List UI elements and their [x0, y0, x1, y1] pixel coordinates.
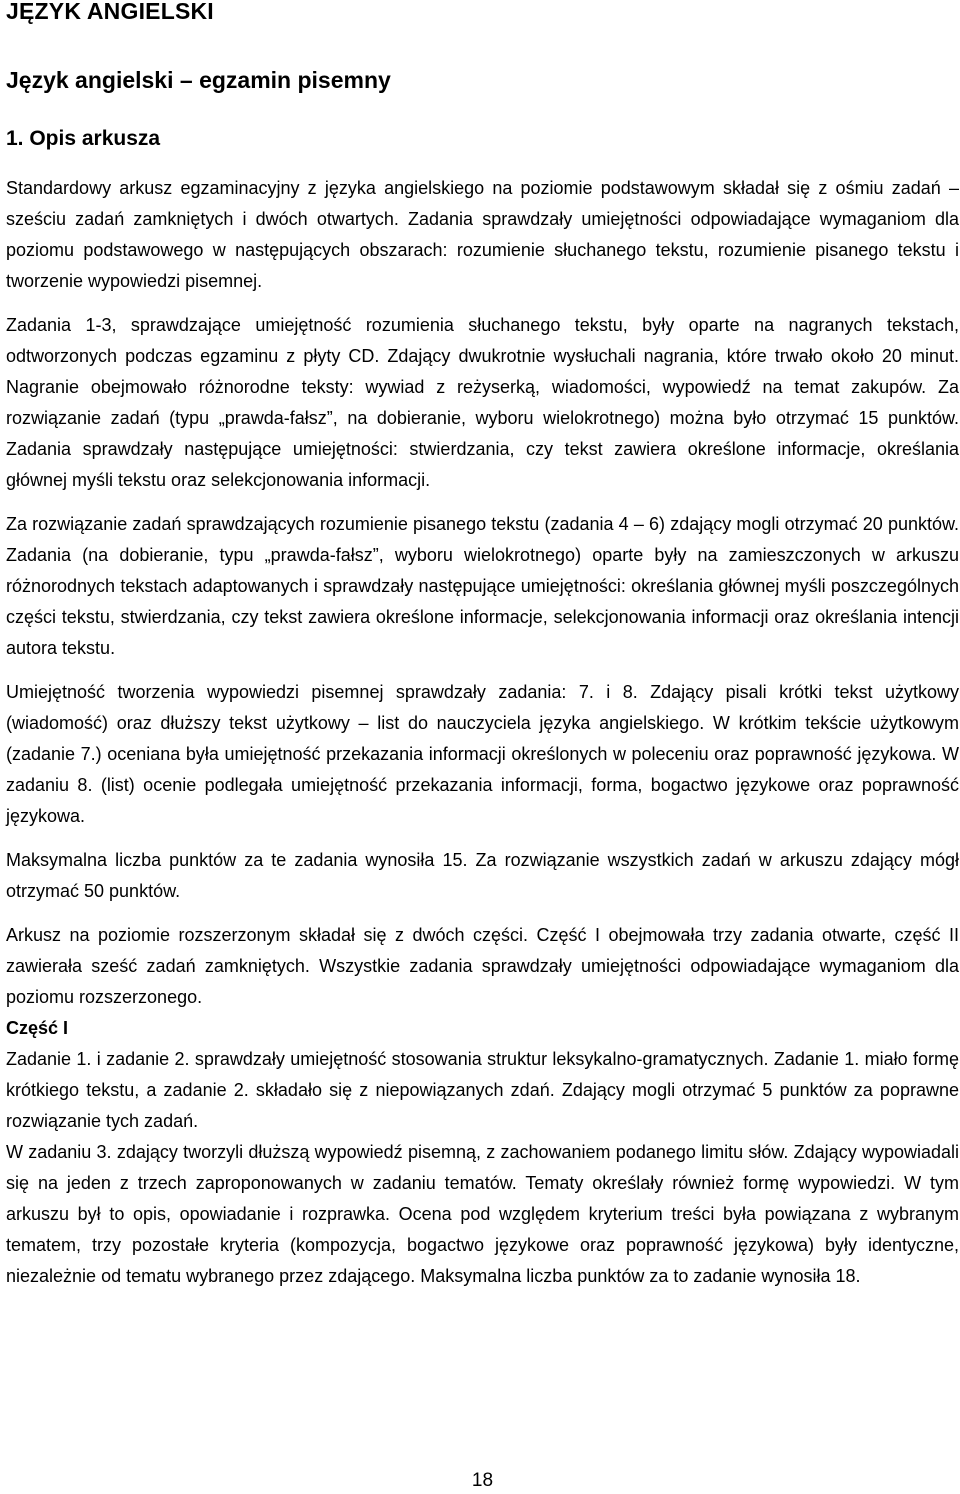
paragraph-rozumienie-pisanego: Za rozwiązanie zadań sprawdzających rozumienie pisanego tekstu (zadania 4 – 6) zdający mogli otrzymać 20 punktów. Zadania (na dobieranie, typu „prawda-fałsz”, wyboru wielokrotnego) oparte były na zamieszczonych w arkuszu różnorodnych tekstach adaptowanych i sprawdzały następujące umiejętności: określania głównej myśli poszczególnych części tekstu, stwierdzania, czy tekst zawiera określone informacje, selekcjonowania informacji oraz określania intencji autora tekstu.: [6, 514, 959, 658]
paragraph-wypowiedz-pisemna: Umiejętność tworzenia wypowiedzi pisemnej sprawdzały zadania: 7. i 8. Zdający pisali krótki tekst użytkowy (wiadomość) oraz dłuższy tekst użytkowy – list do nauczyciela języka angielskiego. W krótkim tekście użytkowym (zadanie 7.) oceniana była umiejętność przekazania informacji określonych w poleceniu oraz poprawność językowa. W zadaniu 8. (list) ocenie podlegała umiejętność przekazania informacji, forma, bogactwo językowe oraz poprawność językowa.: [6, 682, 959, 826]
page-number: 18: [471, 1470, 494, 1491]
paragraph-zadanie-3: W zadaniu 3. zdający tworzyli dłuższą wypowiedź pisemną, z zachowaniem podanego limitu słów. Zdający wypowiadali się na jeden z trzech zaproponowanych w zadaniu tematów. Tematy określały również formę wypowiedzi. W tym arkuszu był to opis, opowiadanie i rozprawka. Ocena pod względem kryterium treści była powiązana z wybranym tematem, trzy pozostałe kryteria (kompozycja, bogactwo językowe oraz poprawność językowa) były identyczne, niezależnie od tematu wybranego przez zdającego. Maksymalna liczba punktów za to zadanie wynosiła 18.: [6, 1142, 959, 1286]
paragraph-arkusz-rozszerzony: Arkusz na poziomie rozszerzonym składał się z dwóch części. Część I obejmowała trzy zadania otwarte, część II zawierała sześć zadań zamkniętych. Wszystkie zadania sprawdzały umiejętności odpowiadające wymaganiom dla poziomu rozszerzonego.: [6, 925, 959, 1007]
document-page: [6, 0, 959, 1494]
document-body: [6, 173, 959, 1292]
subsection-title: 1. Opis arkusza: [6, 127, 161, 150]
paragraph-arkusz-podstawowy: Standardowy arkusz egzaminacyjny z języka angielskiego na poziomie podstawowym składał się z ośmiu zadań – sześciu zadań zamkniętych i dwóch otwartych. Zadania sprawdzały umiejętności odpowiadające wymaganiom dla poziomu podstawowego w następujących obszarach: rozumienie słuchanego tekstu, rozumienie pisanego tekstu i tworzenie wypowiedzi pisemnej.: [6, 178, 959, 291]
exam-title: Język angielski – egzamin pisemny: [6, 67, 391, 93]
paragraph-rozumienie-sluchanego: Zadania 1-3, sprawdzające umiejętność rozumienia słuchanego tekstu, były oparte na nagranych tekstach, odtworzonych podczas egzaminu z płyty CD. Zdający dwukrotnie wysłuchali nagrania, które trwało około 20 minut. Nagranie obejmowało różnorodne teksty: wywiad z reżyserką, wiadomości, wypowiedź na temat zakupów. Za rozwiązanie zadań (typu „prawda-fałsz”, na dobieranie, wyboru wielokrotnego) można było otrzymać 15 punktów. Zadania sprawdzały następujące umiejętności: stwierdzania, czy tekst zawiera określone informacje, określania głównej myśli tekstu oraz selekcjonowania informacji.: [6, 315, 959, 490]
paragraph-maksymalna-liczba: Maksymalna liczba punktów za te zadania wynosiła 15. Za rozwiązanie wszystkich zadań w arkuszu zdający mógł otrzymać 50 punktów.: [6, 850, 959, 901]
part-one-heading: Część I: [6, 1018, 69, 1038]
section-title: JĘZYK ANGIELSKI: [6, 0, 214, 24]
paragraph-zadanie-1-2: Zadanie 1. i zadanie 2. sprawdzały umiejętność stosowania struktur leksykalno-gramatycznych. Zadanie 1. miało formę krótkiego tekstu, a zadanie 2. składało się z niepowiązanych zdań. Zdający mogli otrzymać 5 punktów za poprawne rozwiązanie tych zadań.: [6, 1049, 959, 1131]
